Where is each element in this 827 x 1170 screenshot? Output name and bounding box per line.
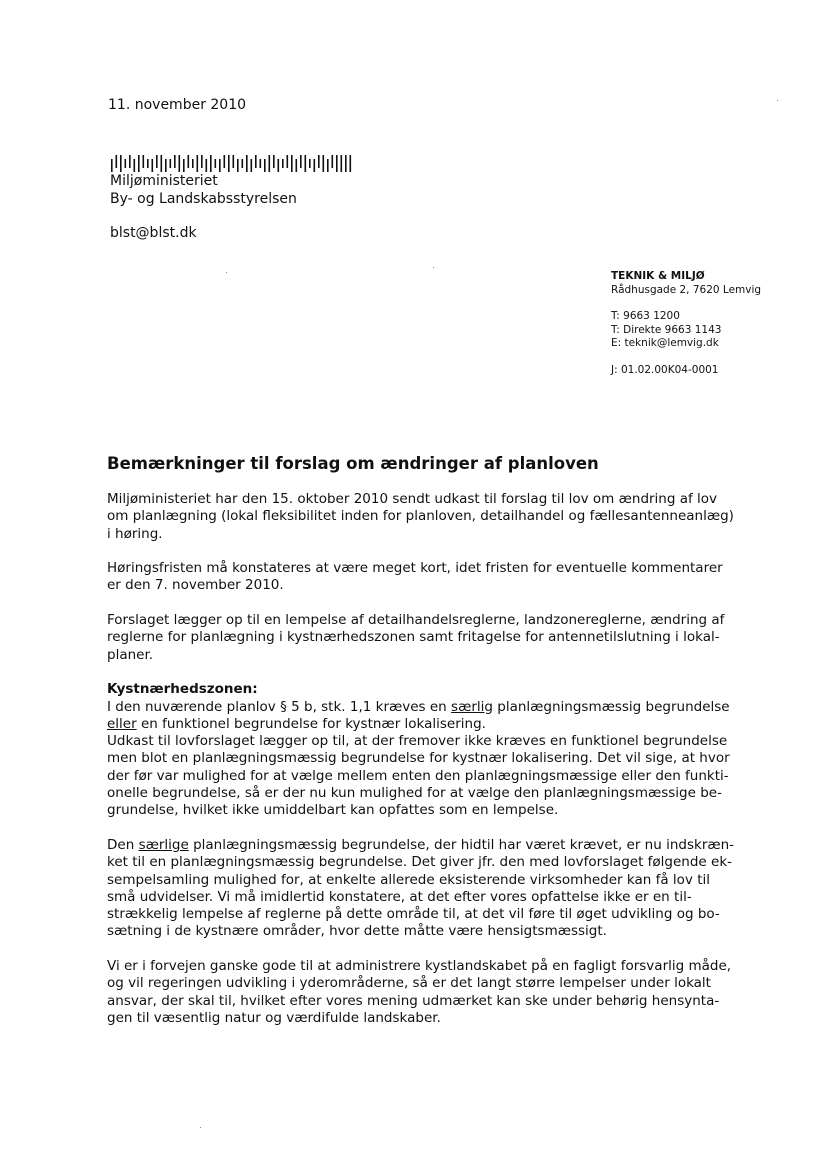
sender-email: E: teknik@lemvig.dk	[611, 337, 719, 349]
text-line: reglerne for planlægning i kystnærhedszonen samt fritagelse for antennetilslutning i lokal-	[107, 629, 720, 646]
text-line: om planlægning (lokal fleksibilitet inden for planloven, detailhandel og fællesantenneanlæg)	[107, 508, 734, 525]
sender-block	[611, 270, 761, 377]
paragraph-special-reason	[107, 837, 767, 941]
sender-phone: T: 9663 1200	[611, 310, 680, 322]
recipient-name: Miljøministeriet	[110, 173, 218, 189]
text-line: små udvidelser. Vi må imidlertid konstatere, at det efter vores opfattelse ikke er en til-	[107, 888, 692, 905]
sender-direct-phone: T: Direkte 9663 1143	[611, 323, 722, 336]
letter-body	[107, 491, 767, 1045]
text-line: Miljøministeriet har den 15. oktober 2010 sendt udkast til forslag til lov om ændring af lov	[107, 491, 718, 507]
paragraph-conclusion	[107, 958, 767, 1027]
text-line: Høringsfristen må konstateres at være meget kort, idet fristen for eventuelle kommentarer	[107, 560, 723, 577]
sender-journal-number: J: 01.02.00K04-0001	[611, 363, 719, 376]
paragraph-coastal-current	[107, 699, 767, 820]
text-line: gen til væsentlig natur og værdifulde landskaber.	[107, 1009, 441, 1026]
text-line: der før var mulighed for at vælge mellem enten den planlægningsmæssige eller den funkti-	[107, 767, 729, 784]
text-line: planer.	[107, 646, 154, 663]
underlined-word: særlig	[451, 698, 493, 715]
text-line: og vil regeringen udvikling i yderområderne, så er det langt større lempelser under lokalt	[107, 975, 711, 992]
scan-speck	[200, 1127, 201, 1128]
text-line: sætning i de kystnære områder, hvor dette måtte være hensigtsmæssigt.	[107, 923, 607, 940]
text-line: Udkast til lovforslaget lægger op til, at der fremover ikke kræves en funktionel begrundelse	[107, 733, 728, 750]
text-line: Forslaget lægger op til en lempelse af detailhandelsreglerne, landzonereglerne, ændring af	[107, 612, 725, 629]
sender-address: Rådhusgade 2, 7620 Lemvig	[611, 283, 762, 296]
text-line: Vi er i forvejen ganske gode til at administrere kystlandskabet på en fagligt forsvarlig måde,	[107, 958, 732, 975]
postal-barcode-icon	[110, 155, 360, 173]
text-line: men blot en planlægningsmæssig begrundelse for kystnær lokalisering. Det vil sige, at hvor	[107, 750, 730, 767]
underlined-word: særlige	[138, 836, 189, 853]
text-line: i høring.	[107, 525, 163, 542]
paragraph-proposal	[107, 612, 767, 664]
paragraph-intro	[107, 491, 767, 543]
text-line: ket til en planlægningsmæssig begrundelse. Det giver jfr. den med lovforslaget følgende ek-	[107, 854, 733, 871]
text-line: Den særlige planlægningsmæssig begrundelse, der hidtil har været krævet, er nu indskræn-	[107, 836, 735, 853]
scan-speck	[777, 100, 778, 101]
recipient-address	[110, 172, 297, 208]
text-line: ansvar, der skal til, hvilket efter vores mening udmærket kan ske under behørig hensynta-	[107, 992, 720, 1009]
text-line: eller en funktionel begrundelse for kystnær lokalisering.	[107, 715, 486, 732]
text-line: I den nuværende planlov § 5 b, stk. 1,1 kræves en særlig planlægningsmæssig begrundelse	[107, 698, 730, 715]
sender-department: TEKNIK & MILJØ	[611, 270, 705, 282]
recipient-email: blst@blst.dk	[110, 225, 197, 241]
text-line: sempelsamling mulighed for, at enkelte allerede eksisterende virksomheder kan få lov til	[107, 871, 710, 888]
text-line: grundelse, hvilket ikke umiddelbart kan opfattes som en lempelse.	[107, 802, 559, 819]
recipient-unit: By- og Landskabsstyrelsen	[110, 191, 297, 207]
text-line: er den 7. november 2010.	[107, 577, 284, 594]
scan-speck	[226, 272, 227, 273]
scan-speck	[433, 267, 434, 268]
underlined-word: eller	[107, 715, 137, 732]
section-heading: Kystnærhedszonen:	[107, 681, 258, 698]
letter-title: Bemærkninger til forslag om ændringer af planloven	[107, 454, 599, 473]
text-line: onelle begrundelse, så er der nu kun mulighed for at vælge den planlægningsmæssige be-	[107, 785, 722, 802]
paragraph-deadline	[107, 560, 767, 595]
text-line: strækkelig lempelse af reglerne på dette område til, at det vil føre til øget udvikling og bo-	[107, 906, 720, 923]
letter-date: 11. november 2010	[108, 97, 247, 113]
